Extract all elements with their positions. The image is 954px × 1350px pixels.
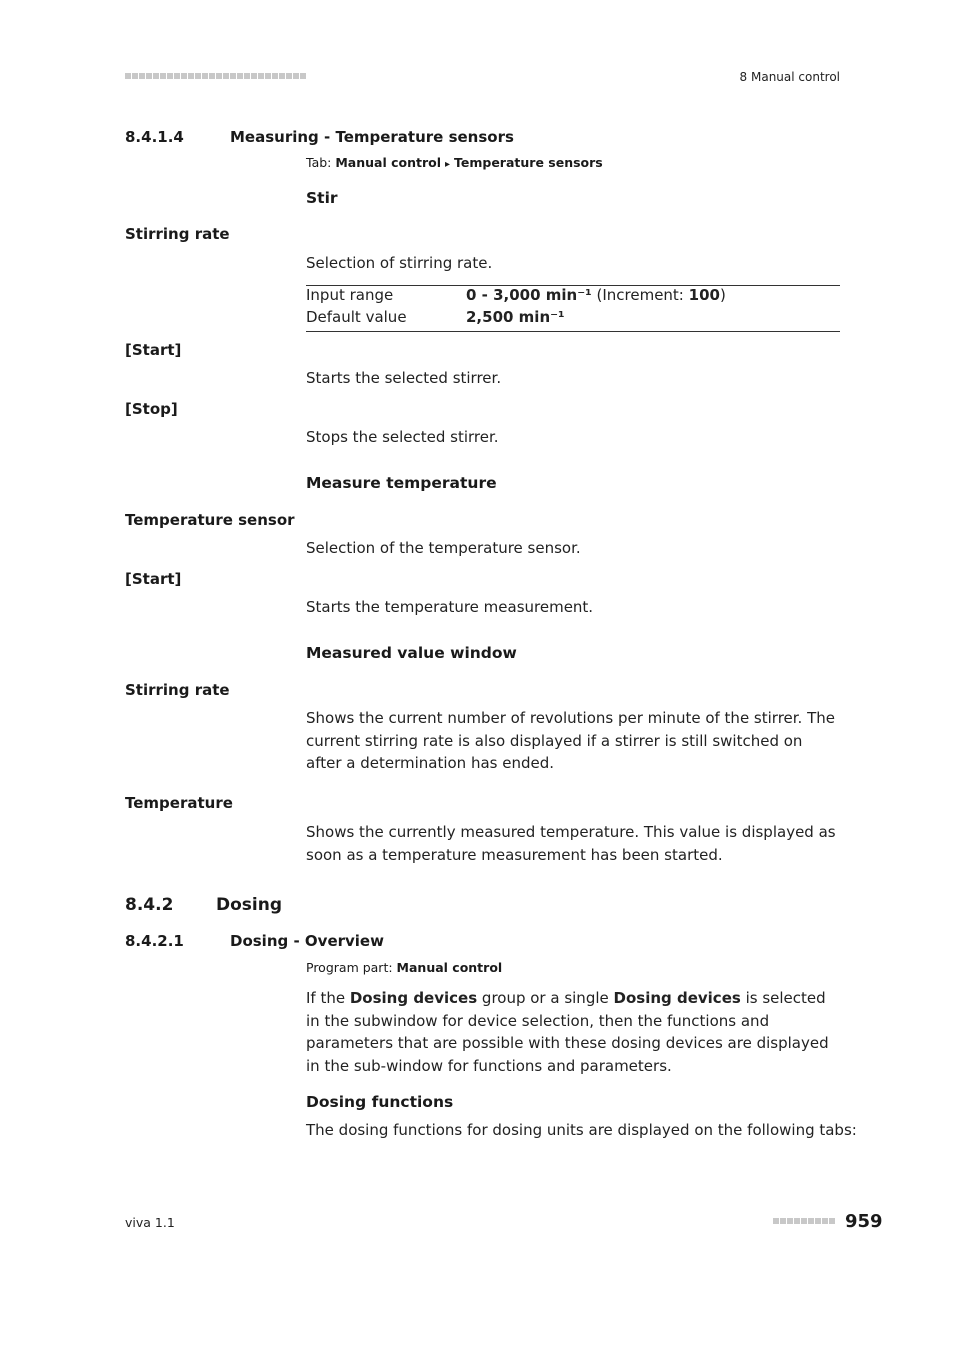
section-title-dosing-overview: Dosing - Overview	[230, 932, 384, 950]
program-part-prefix: Program part:	[306, 960, 397, 975]
input-range-value	[466, 286, 726, 304]
page-number: 959	[845, 1211, 883, 1232]
input-range-bold: 0 - 3,000 min⁻¹	[466, 286, 592, 304]
intro-bold-2: Dosing devices	[613, 989, 741, 1007]
section-number-8-4-2-1: 8.4.2.1	[125, 932, 184, 950]
tab-path-temperature-sensors: Temperature sensors	[454, 155, 603, 170]
start-stirrer-label: [Start]	[125, 341, 182, 359]
footer-decoration	[773, 1218, 835, 1224]
dosing-functions-desc: The dosing functions for dosing units are displayed on the following tabs:	[306, 1121, 857, 1139]
intro-text-2: group or a single	[477, 989, 614, 1007]
dosing-intro-paragraph	[306, 987, 842, 1077]
temperature-sensor-label: Temperature sensor	[125, 511, 295, 529]
stirring-rate-desc: Selection of stirring rate.	[306, 254, 493, 272]
section-number-8-4-2: 8.4.2	[125, 895, 174, 915]
table-bottom-rule	[306, 331, 840, 332]
increment-value: 100	[688, 286, 720, 304]
start-stirrer-desc: Starts the selected stirrer.	[306, 369, 502, 387]
section-title-dosing: Dosing	[216, 895, 283, 915]
product-version: viva 1.1	[125, 1215, 175, 1230]
start-measurement-label: [Start]	[125, 570, 182, 588]
stirring-rate-label: Stirring rate	[125, 225, 230, 243]
start-measurement-desc: Starts the temperature measurement.	[306, 598, 594, 616]
intro-text-3: is selected in the subwindow for device selection, then the functions and parameters that are possible with these dosing devices are displayed in the sub-window for functions and parameters.	[306, 989, 829, 1075]
intro-text-1: If the	[306, 989, 350, 1007]
measured-stirring-rate-desc: Shows the current number of revolutions per minute of the stirrer. The current stirring rate is also displayed if a stirrer is still switched on after a determination has ended.	[306, 709, 835, 772]
stop-stirrer-label: [Stop]	[125, 400, 178, 418]
stop-stirrer-desc: Stops the selected stirrer.	[306, 428, 499, 446]
intro-bold-1: Dosing devices	[349, 989, 478, 1007]
temperature-desc: Shows the currently measured temperature. This value is displayed as soon as a temperature measurement has been started.	[306, 823, 836, 864]
default-value-value	[466, 308, 565, 326]
measured-stirring-rate-label: Stirring rate	[125, 681, 230, 699]
arrow-right-icon: ▸	[445, 159, 451, 170]
tab-path	[306, 155, 603, 170]
stir-heading: Stir	[306, 189, 338, 207]
increment-suffix: )	[719, 286, 726, 304]
temperature-sensor-desc: Selection of the temperature sensor.	[306, 539, 581, 557]
tab-path-manual-control: Manual control	[335, 155, 442, 170]
program-part	[306, 960, 502, 975]
measured-value-window-heading: Measured value window	[306, 644, 517, 662]
dosing-functions-heading: Dosing functions	[306, 1093, 454, 1111]
section-title: Measuring - Temperature sensors	[230, 128, 514, 146]
section-number: 8.4.1.4	[125, 128, 184, 146]
temperature-label: Temperature	[125, 794, 233, 812]
program-part-value: Manual control	[396, 960, 503, 975]
measure-temperature-heading: Measure temperature	[306, 474, 497, 492]
chapter-title: 8 Manual control	[739, 70, 840, 84]
tab-prefix: Tab:	[306, 155, 336, 170]
input-range-label: Input range	[306, 286, 394, 304]
header-decoration	[125, 73, 306, 79]
default-value-label: Default value	[306, 308, 407, 326]
increment-prefix: (Increment:	[591, 286, 689, 304]
default-value-bold: 2,500 min⁻¹	[466, 308, 565, 326]
